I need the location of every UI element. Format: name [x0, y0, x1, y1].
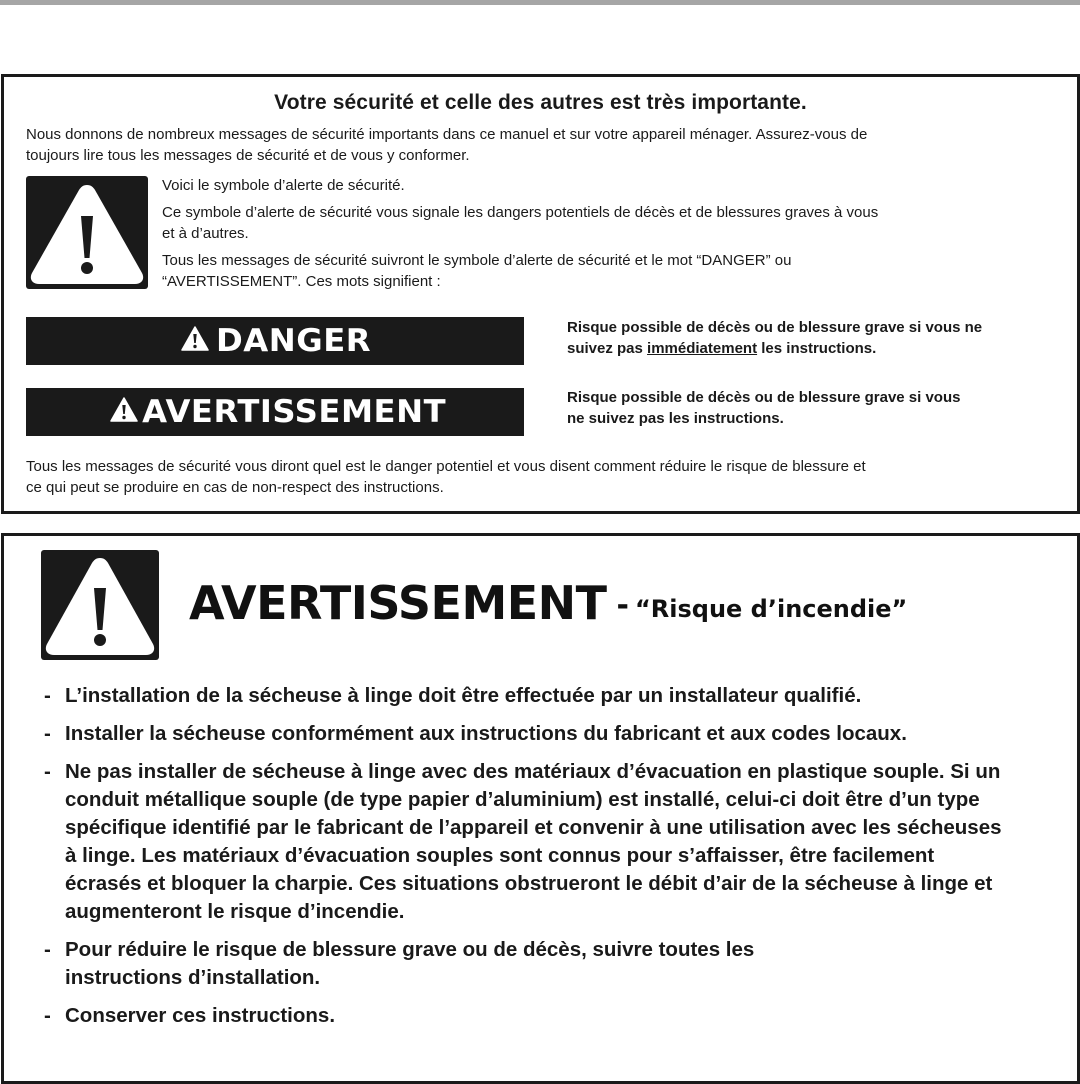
list-item: [44, 1002, 1064, 1030]
bullet-marker: -: [44, 684, 51, 707]
symbol-explanation: [162, 175, 1042, 298]
fire-warning-title: AVERTISSEMENT: [189, 576, 607, 630]
safety-alert-symbol-icon: [26, 176, 148, 289]
intro-line: Nous donnons de nombreux messages de sécurité importants dans ce manuel et sur votre appareil ménager. Assurez-vous de: [26, 126, 868, 143]
safety-alert-symbol-icon: [41, 550, 159, 660]
bullet-marker: -: [44, 938, 51, 961]
bullet-marker: -: [44, 1004, 51, 1027]
warning-desc-line: Risque possible de décès ou de blessure grave si vous: [567, 389, 961, 406]
symbol-line: Ce symbole d’alerte de sécurité vous signale les dangers potentiels de décès et de blessures graves à vous et à d’autres.: [162, 204, 879, 242]
list-item: [44, 936, 1064, 992]
warning-triangle-icon: [110, 397, 138, 428]
bullet-marker: -: [44, 722, 51, 745]
top-rule: [0, 0, 1080, 5]
symbol-line: Tous les messages de sécurité suivront le symbole d’alerte de sécurité et le mot “DANGER” ou “AVERTISSEMENT”. Ces mots signifient :: [162, 252, 792, 290]
safety-title: Votre sécurité et celle des autres est très importante.: [274, 91, 807, 114]
danger-description: [567, 317, 1077, 359]
warning-triangle-icon: [181, 326, 209, 357]
emphasis-immediately: immédiatement: [647, 340, 758, 357]
list-item: [44, 682, 1064, 710]
fire-warning-list: [44, 682, 1064, 1040]
danger-signal-bar: [26, 317, 524, 365]
bullet-marker: -: [44, 760, 51, 783]
title-dash: -: [616, 588, 629, 623]
safety-intro-box: [1, 74, 1080, 514]
intro-line: toujours lire tous les messages de sécurité et de vous y conformer.: [26, 147, 470, 164]
list-item-text: Ne pas installer de sécheuse à linge avec des matériaux d’évacuation en plastique souple. Si un conduit métallique souple (de type papier d’aluminium) est installé, celui-ci doit être d’un type spécifique identifié par le fabricant de l’appareil et convenir à une utilisation avec les sécheuses à linge. Les matériaux d’évacuation souples sont connus pour s’affaisser, être facilement écrasés et bloquer la charpie. Ces situations obstrueront le débit d’air de la sécheuse à linge et augmenteront le risque d’incendie.: [65, 760, 1002, 923]
warning-desc-line: ne suivez pas les instructions.: [567, 410, 784, 427]
fire-warning-heading: [189, 576, 907, 630]
warning-signal-bar: [26, 388, 524, 436]
closing-line: Tous les messages de sécurité vous diront quel est le danger potentiel et vous disent comment réduire le risque de blessure et: [26, 458, 866, 475]
list-item: [44, 720, 1064, 748]
list-item-text: L’installation de la sécheuse à linge doit être effectuée par un installateur qualifié.: [65, 684, 862, 707]
danger-label: DANGER: [216, 323, 372, 359]
danger-desc-line: Risque possible de décès ou de blessure grave si vous ne: [567, 319, 983, 336]
fire-warning-box: [1, 533, 1080, 1084]
symbol-line: Voici le symbole d’alerte de sécurité.: [162, 177, 405, 194]
list-item-text: Conserver ces instructions.: [65, 1004, 336, 1027]
safety-intro-text: [26, 124, 1066, 166]
warning-description: [567, 387, 1077, 429]
closing-line: ce qui peut se produire en cas de non-respect des instructions.: [26, 479, 444, 496]
list-item-text: Pour réduire le risque de blessure grave ou de décès, suivre toutes les instructions d’installation.: [65, 938, 755, 989]
danger-desc-line: suivez pas immédiatement les instructions.: [567, 340, 877, 357]
warning-label: AVERTISSEMENT: [142, 394, 446, 430]
list-item-text: Installer la sécheuse conformément aux instructions du fabricant et aux codes locaux.: [65, 722, 907, 745]
fire-warning-subtitle: “Risque d’incendie”: [635, 595, 908, 623]
list-item: [44, 758, 1064, 926]
safety-closing-text: [26, 456, 1066, 498]
